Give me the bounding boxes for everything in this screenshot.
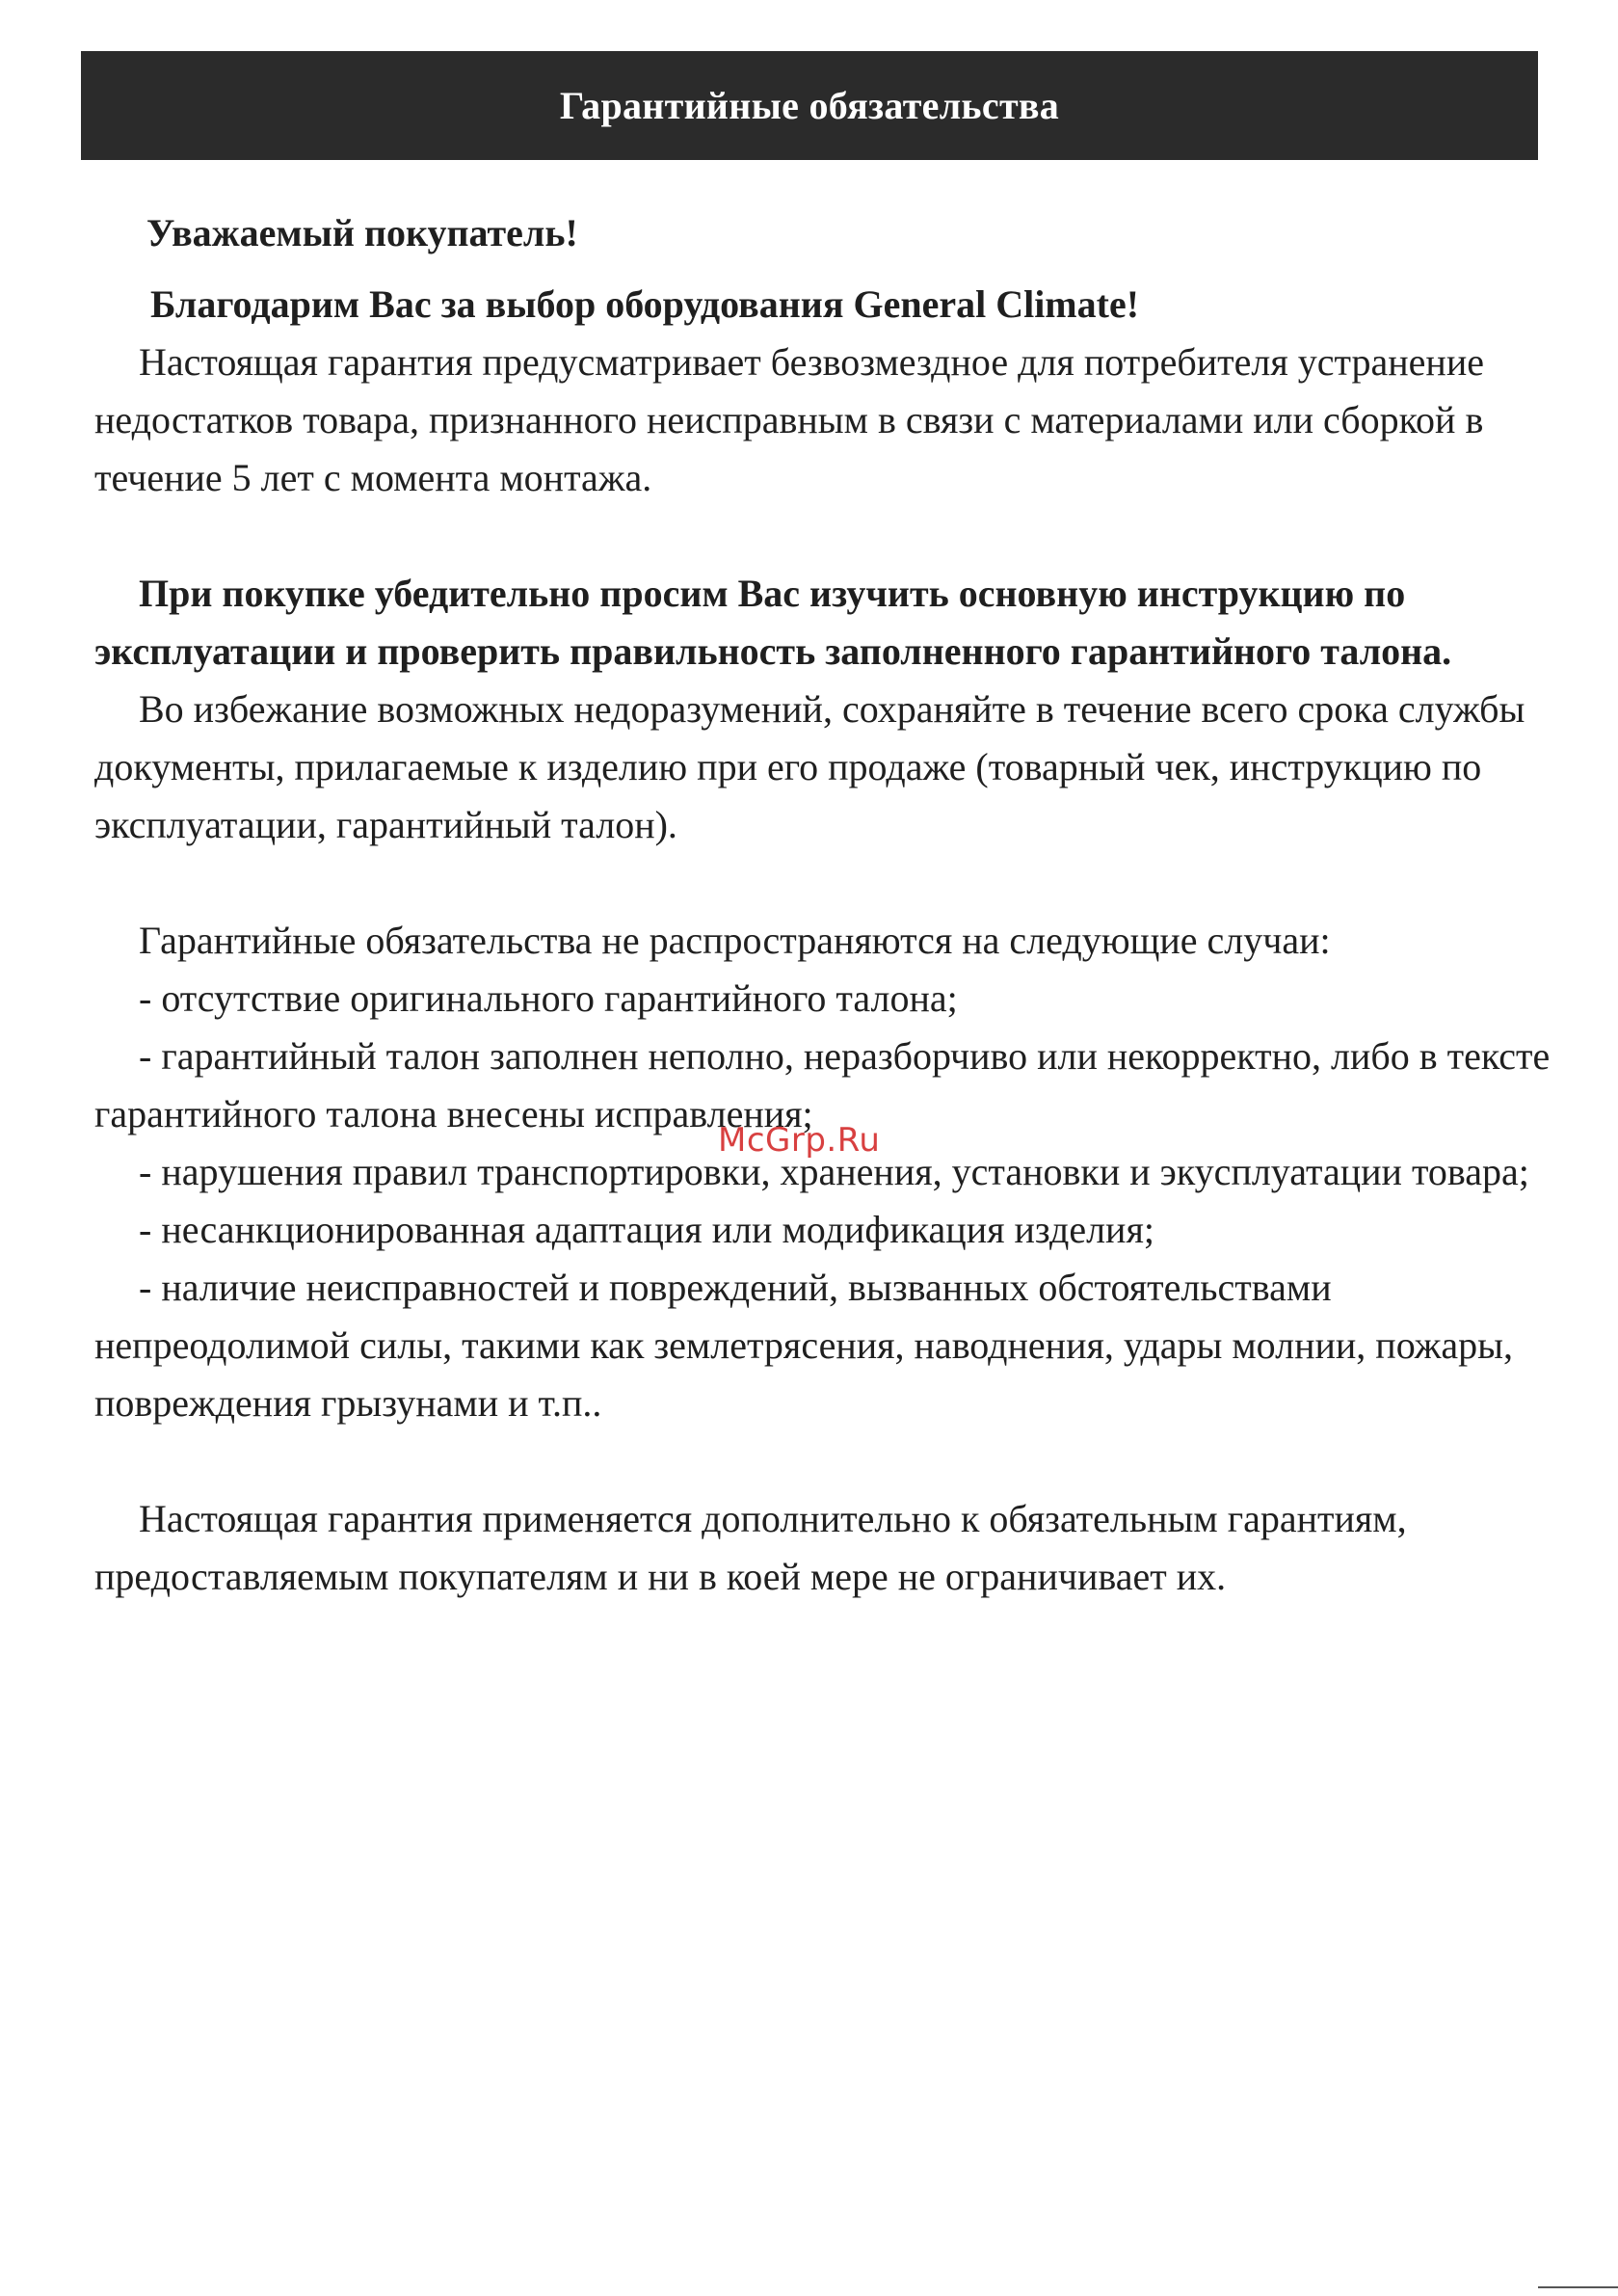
watermark-text: McGrp.Ru bbox=[718, 1121, 881, 1160]
exclusion-item: - наличие неисправностей и повреждений, вызванных обстоятельствами непреодолимой силы, такими как землетрясения, наводнения, удары молнии, пожары, повреждения грызунами и т.п.. bbox=[94, 1266, 1513, 1425]
document-body bbox=[94, 204, 1559, 1606]
exclusion-item: - гарантийный талон заполнен неполно, неразборчиво или некорректно, либо в тексте гарантийного талона внесены исправления; bbox=[94, 1034, 1551, 1135]
exclusions-intro: Гарантийные обязательства не распространяются на следующие случаи: bbox=[139, 919, 1331, 962]
exclusion-item: - отсутствие оригинального гарантийного талона; bbox=[139, 976, 958, 1020]
closing-paragraph: Настоящая гарантия применяется дополнительно к обязательным гарантиям, предоставляемым покупателям и ни в коей мере не ограничивает их. bbox=[94, 1497, 1407, 1598]
spacer bbox=[94, 507, 1559, 565]
page-edge-line bbox=[1538, 2286, 1618, 2288]
request-paragraph: При покупке убедительно просим Вас изучить основную инструкцию по эксплуатации и проверить правильность заполненного гарантийного талона. bbox=[94, 572, 1452, 673]
greeting: Уважаемый покупатель! bbox=[146, 211, 578, 254]
page-title: Гарантийные обязательства bbox=[559, 84, 1060, 127]
spacer bbox=[94, 854, 1559, 912]
exclusion-item: - несанкционированная адаптация или модификация изделия; bbox=[139, 1208, 1154, 1251]
intro-paragraph: Настоящая гарантия предусматривает безвозмездное для потребителя устранение недостатков товара, признанного неисправным в связи с материалами или сборкой в течение 5 лет с момента монтажа. bbox=[94, 340, 1484, 499]
section-header bbox=[81, 51, 1538, 160]
keep-documents-paragraph: Во избежание возможных недоразумений, сохраняйте в течение всего срока службы документы, прилагаемые к изделию при его продаже (товарный чек, инструкцию по эксплуатации, гарантийный талон). bbox=[94, 687, 1525, 846]
exclusion-item: - нарушения правил транспортировки, хранения, установки и экусплуатации товара; bbox=[139, 1150, 1529, 1193]
thanks-line: Благодарим Вас за выбор оборудования General Climate! bbox=[150, 282, 1140, 326]
spacer bbox=[94, 1432, 1559, 1490]
